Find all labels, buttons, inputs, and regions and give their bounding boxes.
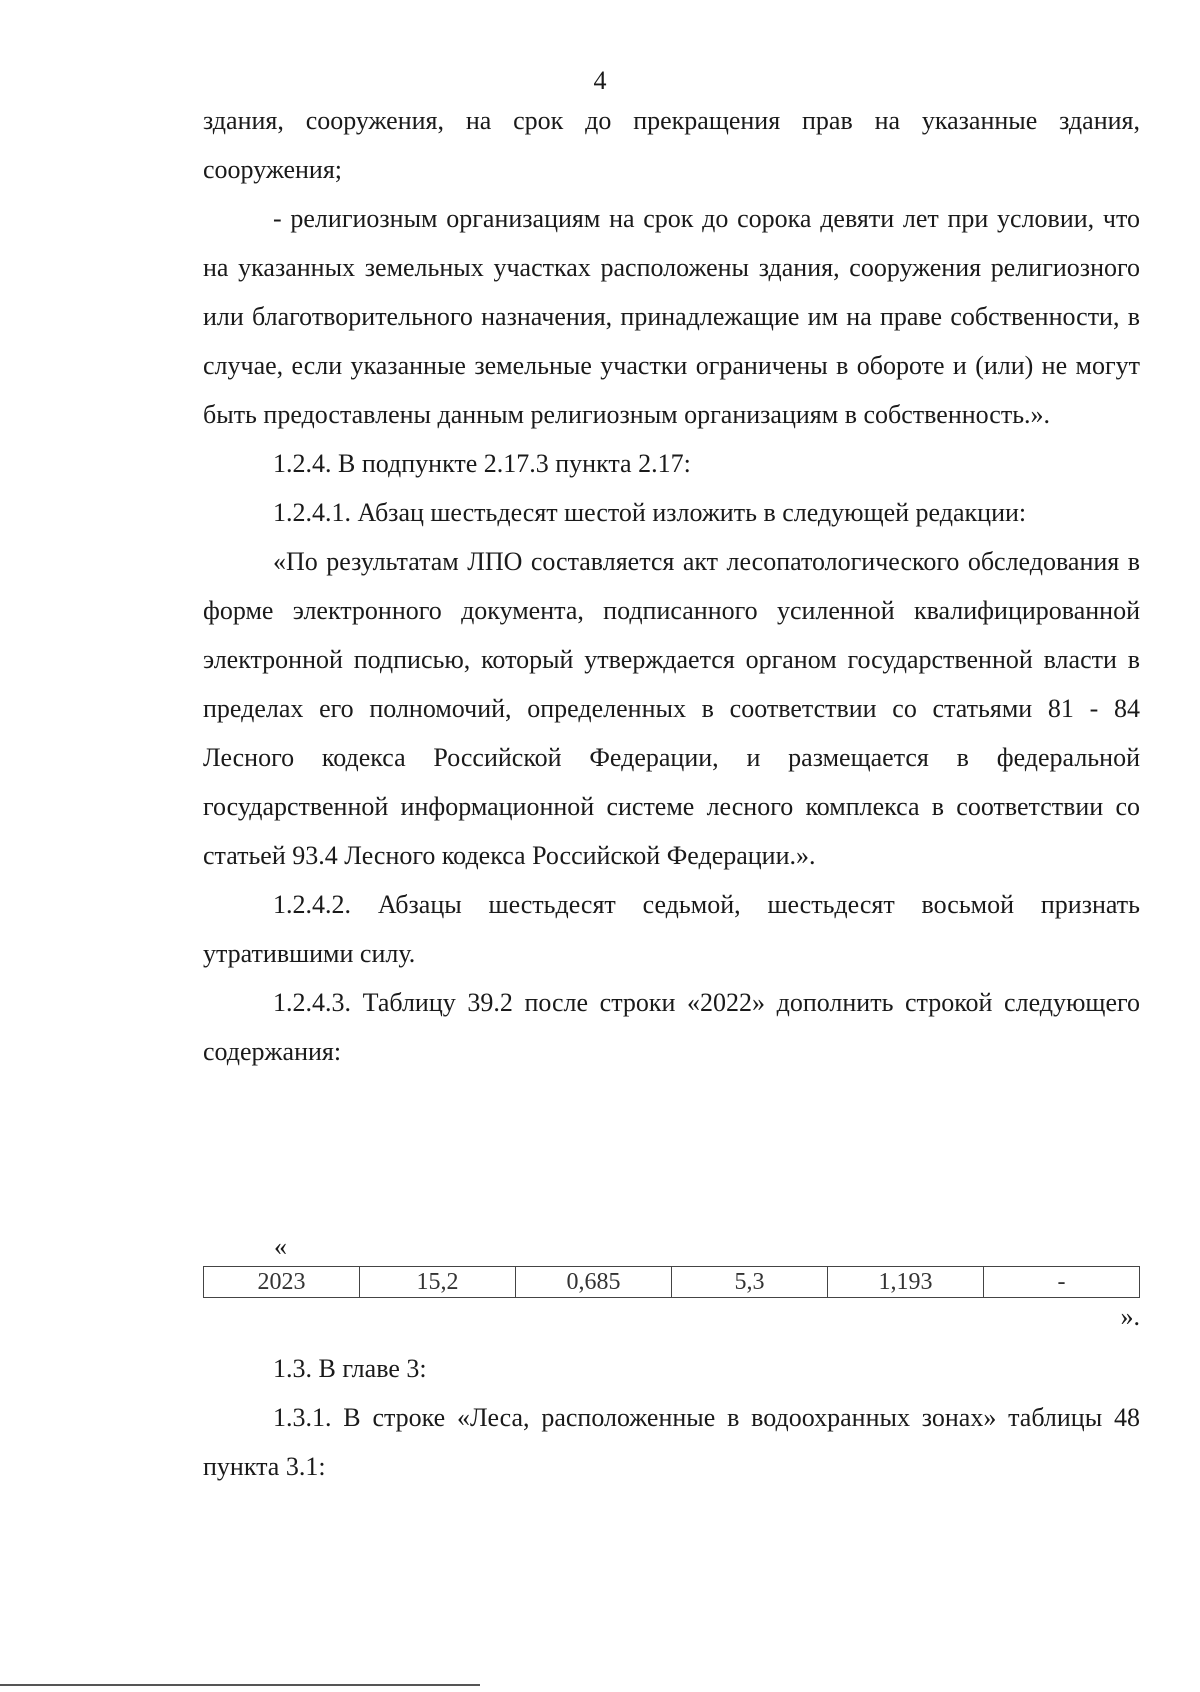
paragraph: 1.2.4. В подпункте 2.17.3 пункта 2.17:	[273, 449, 691, 478]
document-body-continued	[203, 1344, 1140, 1491]
paragraph: - религиозным организациям на срок до сорока девяти лет при условии, что на указанных земельных участках расположены здания, сооружения религиозного или благотворительного назначения, принадлежащие им на праве собственности, в случае, если указанные земельные участки ограничены в обороте и (или) не могут быть предоставлены данным религиозным организациям в собственность.».	[203, 204, 1140, 429]
table-cell: -	[984, 1267, 1140, 1298]
page-number: 4	[593, 66, 607, 95]
footer-rule	[0, 1684, 480, 1686]
table-cell: 15,2	[360, 1267, 516, 1298]
inserted-table	[203, 1266, 1140, 1298]
paragraph: 1.3. В главе 3:	[273, 1354, 427, 1383]
paragraph: 1.3.1. В строке «Леса, расположенные в водоохранных зонах» таблицы 48 пункта 3.1:	[203, 1403, 1140, 1481]
table-39-2-row	[203, 1266, 1140, 1298]
table-row	[204, 1267, 1140, 1298]
document-body	[203, 96, 1140, 1076]
closing-quote: ».	[1120, 1302, 1140, 1331]
table-cell-year: 2023	[204, 1267, 360, 1298]
opening-quote: «	[274, 1232, 287, 1261]
table-cell: 0,685	[516, 1267, 672, 1298]
paragraph: 1.2.4.2. Абзацы шестьдесят седьмой, шестьдесят восьмой признать утратившими силу.	[203, 890, 1140, 968]
paragraph: «По результатам ЛПО составляется акт лесопатологического обследования в форме электронного документа, подписанного усиленной квалифицированной электронной подписью, который утверждается органом государственной власти в пределах его полномочий, определенных в соответствии со статьями 81 - 84 Лесного кодекса Российской Федерации, и размещается в федеральной государственной информационной системе лесного комплекса в соответствии со статьей 93.4 Лесного кодекса Российской Федерации.».	[203, 547, 1140, 870]
paragraph: 1.2.4.1. Абзац шестьдесят шестой изложить в следующей редакции:	[273, 498, 1027, 527]
paragraph: здания, сооружения, на срок до прекращения прав на указанные здания, сооружения;	[203, 106, 1140, 184]
table-cell: 5,3	[672, 1267, 828, 1298]
paragraph: 1.2.4.3. Таблицу 39.2 после строки «2022» дополнить строкой следующего содержания:	[203, 988, 1140, 1066]
table-cell: 1,193	[828, 1267, 984, 1298]
